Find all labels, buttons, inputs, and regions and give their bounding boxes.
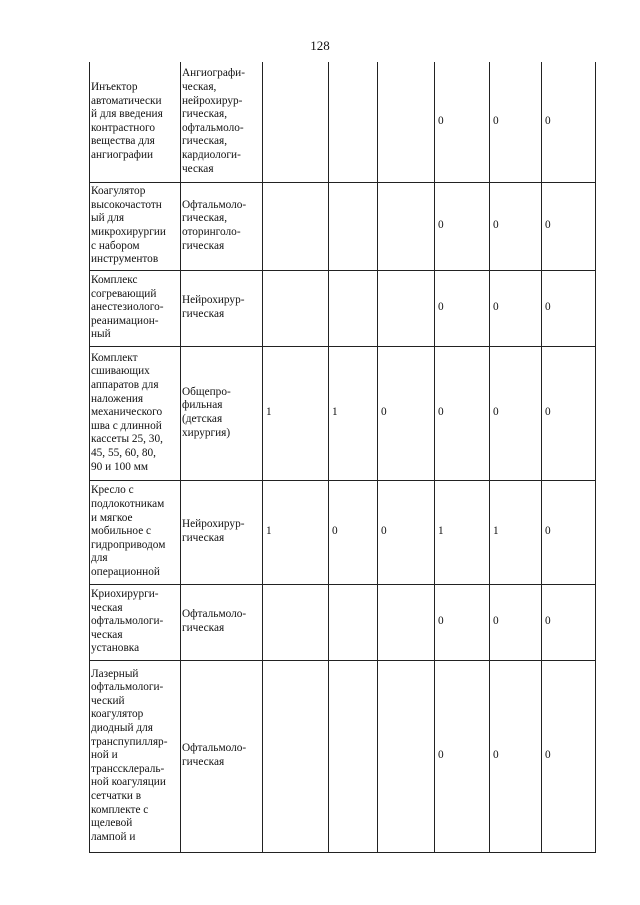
name-line: ной коагуляции xyxy=(91,776,166,789)
name-line: офтальмологи- xyxy=(91,681,164,694)
value-cell: 0 xyxy=(329,480,378,584)
value-cell xyxy=(329,660,378,852)
spec-line: гическая xyxy=(182,239,225,252)
table-row xyxy=(90,62,596,182)
specialty-cell xyxy=(181,62,263,182)
name-line: коагулятор xyxy=(91,708,144,721)
value-cell: 0 xyxy=(435,660,490,852)
value-cell: 1 xyxy=(435,480,490,584)
table-row xyxy=(90,270,596,346)
name-line: автоматически xyxy=(91,94,162,107)
name-line: щелевой xyxy=(91,817,133,830)
name-line: диодный для xyxy=(91,722,153,735)
name-line: контрастного xyxy=(91,121,155,134)
name-line: гидроприводом xyxy=(91,538,166,551)
page-number: 128 xyxy=(310,38,330,53)
spec-line: Нейрохирур- xyxy=(182,518,245,531)
value-cell: 0 xyxy=(435,270,490,346)
name-line: шва с длинной xyxy=(91,419,162,432)
table-row xyxy=(90,346,596,480)
value-cell xyxy=(263,660,329,852)
name-line: высокочастотн xyxy=(91,198,162,211)
name-line: инструментов xyxy=(91,253,159,266)
value-cell: 0 xyxy=(490,182,542,270)
value-cell xyxy=(329,270,378,346)
value-cell xyxy=(378,270,435,346)
name-line: ной и xyxy=(91,749,118,762)
value-cell: 0 xyxy=(435,346,490,480)
name-line: кассеты 25, 30, xyxy=(91,433,163,446)
value-cell xyxy=(378,660,435,852)
name-line: и мягкое xyxy=(91,511,133,524)
value-cell: 0 xyxy=(435,182,490,270)
name-line: ческий xyxy=(91,694,125,707)
value-cell xyxy=(263,584,329,660)
name-line: установка xyxy=(91,642,140,655)
name-line: ангиографии xyxy=(91,148,154,161)
value-cell xyxy=(263,62,329,182)
name-line: реанимацион- xyxy=(91,314,159,327)
value-cell: 0 xyxy=(378,346,435,480)
name-line: ческая xyxy=(91,628,123,641)
spec-line: гическая xyxy=(182,532,225,544)
value-cell: 0 xyxy=(490,270,542,346)
value-cell xyxy=(329,182,378,270)
name-line: подлокотникам xyxy=(91,498,165,511)
name-line: лампой и xyxy=(91,830,136,843)
name-line: Инъектор xyxy=(91,80,138,93)
value-cell: 1 xyxy=(263,480,329,584)
name-line: ческая xyxy=(91,601,123,614)
table-row xyxy=(90,660,596,852)
name-line: вещества для xyxy=(91,135,155,148)
name-line: ный xyxy=(91,328,111,341)
value-cell: 0 xyxy=(542,584,596,660)
value-cell: 0 xyxy=(542,346,596,480)
spec-line: хирургия) xyxy=(182,426,231,439)
value-cell xyxy=(378,182,435,270)
spec-line: ческая, xyxy=(182,80,217,93)
spec-line: (детская xyxy=(182,413,223,425)
spec-line: офтальмоло- xyxy=(182,121,244,134)
value-cell xyxy=(378,584,435,660)
name-line: Комплект xyxy=(91,351,138,364)
value-cell: 0 xyxy=(490,660,542,852)
spec-line: ческая xyxy=(182,162,214,175)
name-line: Криохирурги- xyxy=(91,588,159,601)
table-row xyxy=(90,182,596,270)
value-cell xyxy=(263,270,329,346)
spec-line: гическая xyxy=(182,308,225,320)
value-cell: 1 xyxy=(329,346,378,480)
name-line: 45, 55, 60, 80, xyxy=(91,446,156,459)
name-line: микрохирургии xyxy=(91,226,166,238)
value-cell: 0 xyxy=(378,480,435,584)
name-line: комплекте с xyxy=(91,803,149,816)
specialty-cell xyxy=(181,660,263,852)
value-cell xyxy=(378,62,435,182)
spec-line: оторинголо- xyxy=(182,226,241,238)
equipment-table xyxy=(89,62,596,853)
value-cell: 0 xyxy=(435,584,490,660)
equipment-name-cell xyxy=(90,62,181,182)
spec-line: гическая xyxy=(182,756,225,768)
name-line: офтальмологи- xyxy=(91,615,164,628)
spec-line: гическая xyxy=(182,622,225,634)
spec-line: гическая, xyxy=(182,135,228,148)
equipment-name-cell xyxy=(90,270,181,346)
name-line: Коагулятор xyxy=(91,185,146,198)
value-cell: 0 xyxy=(542,62,596,182)
equipment-name-cell xyxy=(90,480,181,584)
equipment-table-body xyxy=(90,62,596,852)
value-cell: 0 xyxy=(490,584,542,660)
equipment-name-cell xyxy=(90,660,181,852)
spec-line: Офтальмоло- xyxy=(182,742,247,755)
equipment-name-cell xyxy=(90,346,181,480)
spec-line: фильная xyxy=(182,399,223,412)
name-line: 90 и 100 мм xyxy=(91,460,149,473)
value-cell xyxy=(329,584,378,660)
name-line: Кресло с xyxy=(91,484,134,497)
value-cell xyxy=(329,62,378,182)
specialty-cell xyxy=(181,182,263,270)
spec-line: нейрохирур- xyxy=(182,94,243,107)
name-line: ый для xyxy=(91,212,125,225)
spec-line: Ангиографи- xyxy=(182,67,245,80)
table-row xyxy=(90,480,596,584)
specialty-cell xyxy=(181,270,263,346)
value-cell: 0 xyxy=(490,346,542,480)
name-line: анестезиолого- xyxy=(91,301,164,314)
name-line: согревающий xyxy=(91,287,157,300)
spec-line: Нейрохирур- xyxy=(182,294,245,307)
value-cell: 1 xyxy=(263,346,329,480)
value-cell: 0 xyxy=(542,182,596,270)
spec-line: Офтальмоло- xyxy=(182,198,247,211)
name-line: аппаратов для xyxy=(91,379,159,392)
name-line: сетчатки в xyxy=(91,789,142,802)
value-cell: 0 xyxy=(542,480,596,584)
name-line: транссклераль- xyxy=(91,762,165,775)
value-cell xyxy=(263,182,329,270)
equipment-name-cell xyxy=(90,182,181,270)
spec-line: гическая, xyxy=(182,212,228,225)
name-line: й для введения xyxy=(91,108,163,121)
table-row xyxy=(90,584,596,660)
spec-line: гическая, xyxy=(182,108,228,121)
name-line: с набором xyxy=(91,239,140,252)
equipment-name-cell xyxy=(90,584,181,660)
name-line: мобильное с xyxy=(91,525,152,538)
specialty-cell xyxy=(181,346,263,480)
name-line: сшивающих xyxy=(91,365,150,378)
specialty-cell xyxy=(181,480,263,584)
name-line: механического xyxy=(91,406,163,419)
value-cell: 0 xyxy=(542,660,596,852)
value-cell: 1 xyxy=(490,480,542,584)
value-cell: 0 xyxy=(490,62,542,182)
specialty-cell xyxy=(181,584,263,660)
spec-line: кардиологи- xyxy=(182,148,241,161)
name-line: операционной xyxy=(91,565,160,578)
name-line: для xyxy=(91,552,108,565)
value-cell: 0 xyxy=(435,62,490,182)
spec-line: Общепро- xyxy=(182,385,231,398)
name-line: наложения xyxy=(91,392,144,405)
value-cell: 0 xyxy=(542,270,596,346)
spec-line: Офтальмоло- xyxy=(182,608,247,621)
name-line: транспупилляр- xyxy=(91,735,168,748)
name-line: Комплекс xyxy=(91,274,138,287)
name-line: Лазерный xyxy=(91,667,139,680)
